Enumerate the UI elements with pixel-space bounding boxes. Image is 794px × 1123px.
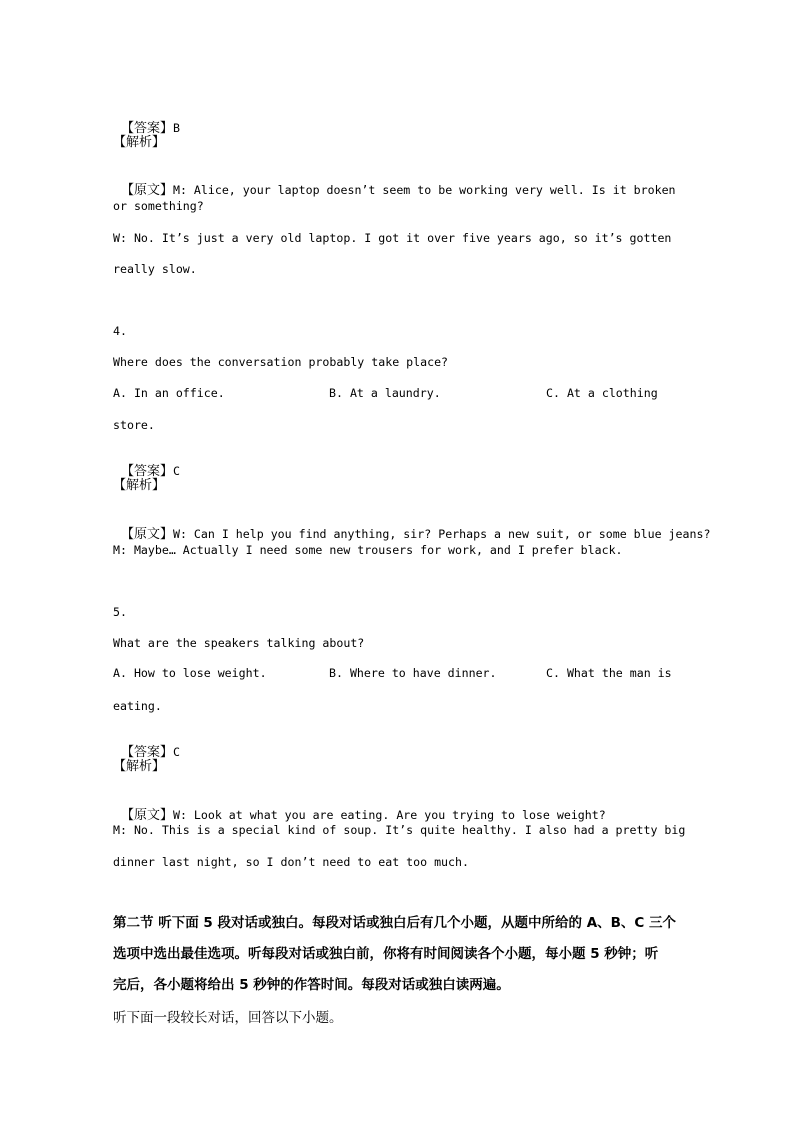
transcript-text: W: Can I help you find anything, sir? Perhaps a new suit, or some blue jeans? <box>172 527 711 541</box>
analysis-tag: 【解析】 <box>113 759 166 774</box>
original-text-tag: 【原文】 <box>120 183 173 198</box>
question-text: What are the speakers talking about? <box>113 636 365 650</box>
transcript-line <box>113 166 676 199</box>
transcript-text: M: Maybe… Actually I need some new trousers for work, and I prefer black. <box>113 543 623 557</box>
transcript-text: M: No. This is a special kind of soup. It’s quite healthy. I also had a pretty big <box>113 823 686 837</box>
option-c: C. At a clothing <box>546 386 658 400</box>
transcript-text: W: No. It’s just a very old laptop. I got it over five years ago, so it’s gotten <box>113 231 672 245</box>
answer-tag: 【答案】 <box>120 464 173 479</box>
option-a: A. In an office. <box>113 386 225 400</box>
transcript-text: dinner last night, so I don’t need to eat too much. <box>113 855 469 869</box>
section-instructions: 选项中选出最佳选项。听每段对话或独白前，你将有时间阅读各个小题，每小题 5 秒钟；听 <box>113 946 659 962</box>
transcript-line <box>113 791 606 824</box>
original-text-tag: 【原文】 <box>120 808 173 823</box>
option-c-continued: eating. <box>113 699 162 713</box>
option-a: A. How to lose weight. <box>113 666 267 680</box>
analysis-tag: 【解析】 <box>113 478 166 493</box>
answer-tag: 【答案】 <box>120 745 173 760</box>
answer-line <box>113 447 180 480</box>
transcript-text: W: Look at what you are eating. Are you trying to lose weight? <box>172 808 606 822</box>
question-text: Where does the conversation probably take place? <box>113 355 449 369</box>
section-instructions: 完后，各小题将给出 5 秒钟的作答时间。每段对话或独白读两遍。 <box>113 977 510 993</box>
question-number: 4. <box>113 324 127 338</box>
analysis-tag: 【解析】 <box>113 135 166 150</box>
answer-tag: 【答案】 <box>120 121 173 136</box>
answer-line <box>113 104 180 137</box>
option-b: B. At a laundry. <box>329 386 441 400</box>
option-b: B. Where to have dinner. <box>329 666 497 680</box>
listening-prompt: 听下面一段较长对话，回答以下小题。 <box>113 1010 343 1026</box>
answer-value: B <box>172 121 180 135</box>
transcript-text: really slow. <box>113 262 197 276</box>
answer-value: C <box>172 745 180 759</box>
option-c: C. What the man is <box>546 666 672 680</box>
answer-line <box>113 728 180 761</box>
transcript-text: or something? <box>113 199 204 213</box>
transcript-line <box>113 510 710 543</box>
answer-value: C <box>172 464 180 478</box>
question-number: 5. <box>113 605 127 619</box>
option-c-continued: store. <box>113 418 155 432</box>
section-instructions: 第二节 听下面 5 段对话或独白。每段对话或独白后有几个小题，从题中所给的 A、B、C 三个 <box>113 915 677 931</box>
original-text-tag: 【原文】 <box>120 527 173 542</box>
transcript-text: M: Alice, your laptop doesn’t seem to be working very well. Is it broken <box>172 183 676 197</box>
